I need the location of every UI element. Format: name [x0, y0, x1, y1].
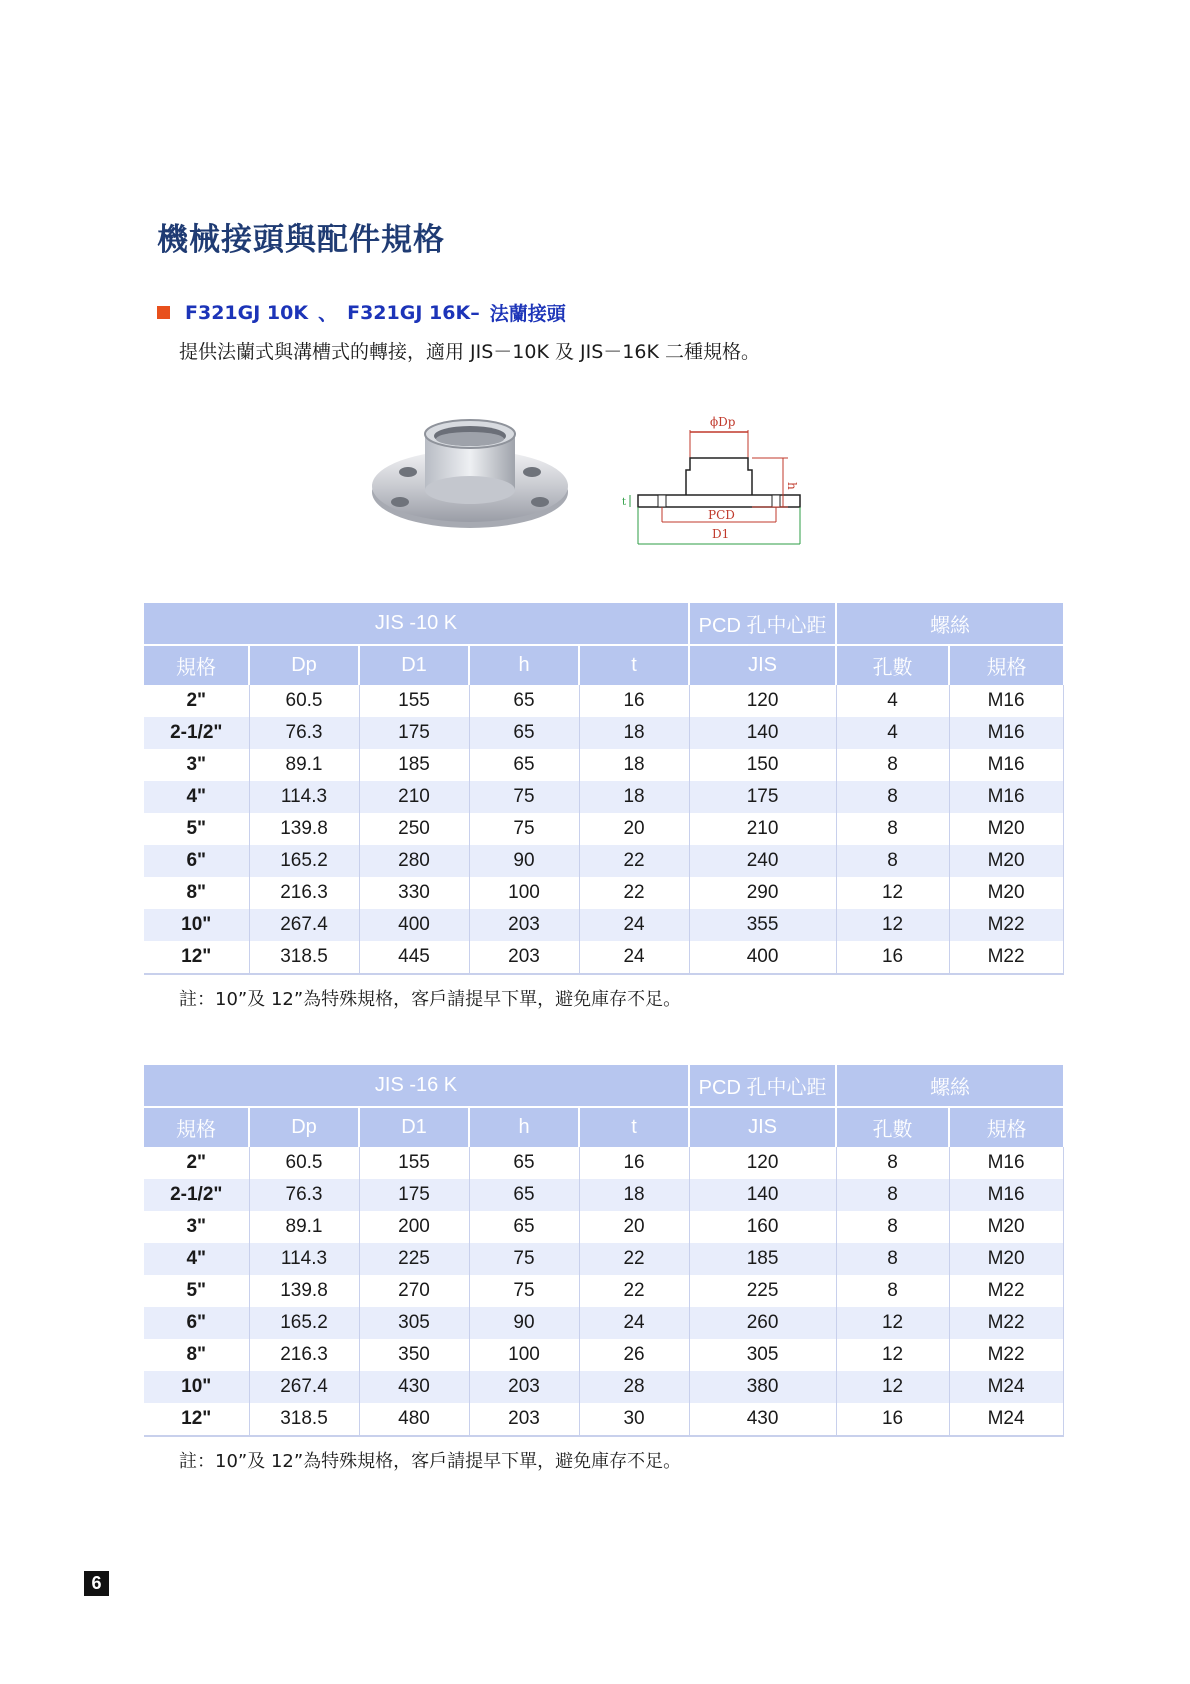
- col-h-header: h: [469, 1107, 579, 1147]
- product-description: 提供法蘭式與溝槽式的轉接，適用 JIS－10K 及 JIS－16K 二種規格。: [179, 341, 760, 363]
- table-cell: 100: [469, 877, 579, 909]
- table-cell: 26: [579, 1339, 689, 1371]
- table-cell: 18: [579, 717, 689, 749]
- table-row: [144, 685, 1063, 717]
- table-cell: 8: [836, 845, 949, 877]
- col-dp-header: Dp: [249, 645, 359, 685]
- table-cell: 20: [579, 813, 689, 845]
- jis-10k-spec-table: [144, 603, 1064, 975]
- section-heading: [157, 299, 566, 326]
- table-cell: 18: [579, 1179, 689, 1211]
- table-cell: M16: [949, 1179, 1063, 1211]
- table-cell: 89.1: [249, 1211, 359, 1243]
- table-row: [144, 877, 1063, 909]
- table-cell: 225: [689, 1275, 836, 1307]
- col-size-header: 規格: [144, 1107, 249, 1147]
- table-cell: 60.5: [249, 685, 359, 717]
- table-cell: 175: [359, 717, 469, 749]
- table-cell: 150: [689, 749, 836, 781]
- table-cell: 445: [359, 941, 469, 974]
- bolt-group-header: 螺絲: [836, 1065, 1063, 1107]
- table-cell: 5": [144, 813, 249, 845]
- table-cell: 240: [689, 845, 836, 877]
- col-size-header: 規格: [144, 645, 249, 685]
- diagram-dp-label: ϕDp: [710, 415, 736, 429]
- table-cell: 290: [689, 877, 836, 909]
- table-row: [144, 813, 1063, 845]
- diagram-pcd-label: PCD: [708, 508, 735, 522]
- table-cell: 400: [359, 909, 469, 941]
- table-cell: 430: [689, 1403, 836, 1436]
- table-cell: 4": [144, 1243, 249, 1275]
- table-cell: 480: [359, 1403, 469, 1436]
- table-cell: 355: [689, 909, 836, 941]
- col-h-header: h: [469, 645, 579, 685]
- table-cell: 100: [469, 1339, 579, 1371]
- col-t-header: t: [579, 1107, 689, 1147]
- table-cell: 318.5: [249, 941, 359, 974]
- table-cell: 4: [836, 685, 949, 717]
- table-cell: 155: [359, 685, 469, 717]
- col-t-header: t: [579, 645, 689, 685]
- table-row: [144, 1179, 1063, 1211]
- col-bolt-size-header: 規格: [949, 645, 1063, 685]
- table-cell: 2-1/2": [144, 1179, 249, 1211]
- table-cell: 75: [469, 781, 579, 813]
- table-cell: 30: [579, 1403, 689, 1436]
- table-row: [144, 909, 1063, 941]
- flange-product-photo: [370, 420, 580, 530]
- table-cell: 16: [836, 1403, 949, 1436]
- table-cell: 120: [689, 1147, 836, 1179]
- col-d1-header: D1: [359, 645, 469, 685]
- table-cell: 305: [359, 1307, 469, 1339]
- table-cell: 65: [469, 1147, 579, 1179]
- table-cell: 18: [579, 749, 689, 781]
- table-cell: 3": [144, 1211, 249, 1243]
- table-row: [144, 1339, 1063, 1371]
- table-cell: 12: [836, 1307, 949, 1339]
- table-cell: 12": [144, 1403, 249, 1436]
- table-cell: 65: [469, 717, 579, 749]
- table-cell: 90: [469, 845, 579, 877]
- table-cell: 12: [836, 1339, 949, 1371]
- table-cell: 10": [144, 1371, 249, 1403]
- model-separator: 、: [318, 303, 338, 325]
- table-cell: M22: [949, 1275, 1063, 1307]
- page-number: 6: [84, 1571, 109, 1596]
- col-bolt-size-header: 規格: [949, 1107, 1063, 1147]
- table-row: [144, 1211, 1063, 1243]
- model-a-label: F321GJ 10K: [185, 301, 309, 324]
- table-cell: 267.4: [249, 1371, 359, 1403]
- table-cell: 216.3: [249, 1339, 359, 1371]
- table-cell: 8: [836, 813, 949, 845]
- table-cell: M16: [949, 685, 1063, 717]
- bolt-group-header: 螺絲: [836, 603, 1063, 645]
- table-cell: 89.1: [249, 749, 359, 781]
- table-cell: 250: [359, 813, 469, 845]
- table-cell: 155: [359, 1147, 469, 1179]
- table-cell: 75: [469, 1243, 579, 1275]
- table-cell: M20: [949, 877, 1063, 909]
- product-name-label: 法蘭接頭: [489, 303, 566, 325]
- table-row: [144, 781, 1063, 813]
- table-cell: 8: [836, 1147, 949, 1179]
- table-cell: 2": [144, 1147, 249, 1179]
- table-cell: 10": [144, 909, 249, 941]
- table-cell: 22: [579, 877, 689, 909]
- col-dp-header: Dp: [249, 1107, 359, 1147]
- table-cell: 76.3: [249, 1179, 359, 1211]
- table-cell: M20: [949, 845, 1063, 877]
- table-cell: 140: [689, 717, 836, 749]
- table-cell: 200: [359, 1211, 469, 1243]
- jis-16k-title: JIS -16 K: [144, 1065, 689, 1107]
- table-cell: 12: [836, 1371, 949, 1403]
- table-cell: 185: [689, 1243, 836, 1275]
- model-b-label: F321GJ 16K–: [347, 301, 480, 324]
- table-cell: 350: [359, 1339, 469, 1371]
- table-cell: 380: [689, 1371, 836, 1403]
- table-cell: 8": [144, 877, 249, 909]
- table-cell: 165.2: [249, 845, 359, 877]
- table-cell: M16: [949, 781, 1063, 813]
- table-cell: 22: [579, 1243, 689, 1275]
- diagram-t-label: t: [622, 497, 627, 508]
- table-cell: 24: [579, 909, 689, 941]
- table-cell: 8: [836, 781, 949, 813]
- table-cell: 114.3: [249, 781, 359, 813]
- table-cell: 400: [689, 941, 836, 974]
- table-cell: 75: [469, 813, 579, 845]
- table-cell: 430: [359, 1371, 469, 1403]
- table-cell: M24: [949, 1371, 1063, 1403]
- table-cell: M22: [949, 909, 1063, 941]
- table-cell: 24: [579, 941, 689, 974]
- table-cell: 22: [579, 1275, 689, 1307]
- table-cell: 203: [469, 1403, 579, 1436]
- table-cell: 225: [359, 1243, 469, 1275]
- table-cell: 267.4: [249, 909, 359, 941]
- table-cell: 175: [689, 781, 836, 813]
- table-row: [144, 845, 1063, 877]
- table-cell: 65: [469, 749, 579, 781]
- table-cell: 175: [359, 1179, 469, 1211]
- jis-10k-note: 註：10”及 12”為特殊規格，客戶請提早下單，避免庫存不足。: [179, 989, 682, 1010]
- table-cell: 8: [836, 1243, 949, 1275]
- table-cell: 203: [469, 909, 579, 941]
- table-row: [144, 1371, 1063, 1403]
- table-cell: 160: [689, 1211, 836, 1243]
- table-row: [144, 717, 1063, 749]
- pcd-group-header: PCD 孔中心距: [689, 1065, 836, 1107]
- page-title: 機械接頭與配件規格: [157, 222, 445, 258]
- table-cell: 330: [359, 877, 469, 909]
- jis-16k-spec-table: [144, 1065, 1064, 1437]
- table-cell: 12: [836, 877, 949, 909]
- table-cell: 203: [469, 1371, 579, 1403]
- table-cell: 280: [359, 845, 469, 877]
- table-cell: M16: [949, 1147, 1063, 1179]
- table-cell: 165.2: [249, 1307, 359, 1339]
- table-cell: 8: [836, 1211, 949, 1243]
- table-cell: 16: [836, 941, 949, 974]
- table-cell: 20: [579, 1211, 689, 1243]
- table-cell: 8: [836, 749, 949, 781]
- table-cell: 28: [579, 1371, 689, 1403]
- table-cell: 114.3: [249, 1243, 359, 1275]
- table-cell: 210: [689, 813, 836, 845]
- table-cell: 8: [836, 1179, 949, 1211]
- col-jis-header: JIS: [689, 1107, 836, 1147]
- table-cell: 318.5: [249, 1403, 359, 1436]
- table-cell: 203: [469, 941, 579, 974]
- table-cell: 139.8: [249, 813, 359, 845]
- table-cell: 24: [579, 1307, 689, 1339]
- table-cell: 140: [689, 1179, 836, 1211]
- table-cell: 18: [579, 781, 689, 813]
- table-cell: 260: [689, 1307, 836, 1339]
- diagram-h-label: h: [785, 482, 799, 490]
- table-cell: 2-1/2": [144, 717, 249, 749]
- col-d1-header: D1: [359, 1107, 469, 1147]
- table-cell: 185: [359, 749, 469, 781]
- table-cell: M22: [949, 1307, 1063, 1339]
- table-cell: M22: [949, 1339, 1063, 1371]
- table-cell: 216.3: [249, 877, 359, 909]
- table-cell: 12: [836, 909, 949, 941]
- table-cell: 16: [579, 1147, 689, 1179]
- col-jis-header: JIS: [689, 645, 836, 685]
- jis-10k-title: JIS -10 K: [144, 603, 689, 645]
- table-cell: 65: [469, 1211, 579, 1243]
- table-cell: 65: [469, 1179, 579, 1211]
- table-cell: 2": [144, 685, 249, 717]
- table-cell: 3": [144, 749, 249, 781]
- table-cell: 6": [144, 1307, 249, 1339]
- table-cell: 75: [469, 1275, 579, 1307]
- table-cell: M24: [949, 1403, 1063, 1436]
- table-cell: 8": [144, 1339, 249, 1371]
- table-cell: 60.5: [249, 1147, 359, 1179]
- table-cell: 8: [836, 1275, 949, 1307]
- table-cell: 4": [144, 781, 249, 813]
- pcd-group-header: PCD 孔中心距: [689, 603, 836, 645]
- diagram-d1-label: D1: [712, 527, 730, 541]
- col-holes-header: 孔數: [836, 1107, 949, 1147]
- table-row: [144, 1403, 1063, 1436]
- table-cell: 22: [579, 845, 689, 877]
- flange-dimension-diagram: [622, 410, 818, 550]
- table-row: [144, 1243, 1063, 1275]
- table-cell: M22: [949, 941, 1063, 974]
- table-cell: M20: [949, 813, 1063, 845]
- table-row: [144, 749, 1063, 781]
- bullet-square-icon: [157, 306, 170, 319]
- col-holes-header: 孔數: [836, 645, 949, 685]
- table-row: [144, 1275, 1063, 1307]
- table-cell: 90: [469, 1307, 579, 1339]
- table-cell: 16: [579, 685, 689, 717]
- table-row: [144, 1147, 1063, 1179]
- table-cell: 12": [144, 941, 249, 974]
- table-cell: M16: [949, 749, 1063, 781]
- table-cell: M20: [949, 1243, 1063, 1275]
- table-cell: 5": [144, 1275, 249, 1307]
- table-cell: M16: [949, 717, 1063, 749]
- table-cell: 270: [359, 1275, 469, 1307]
- table-cell: 65: [469, 685, 579, 717]
- table-cell: 4: [836, 717, 949, 749]
- jis-16k-note: 註：10”及 12”為特殊規格，客戶請提早下單，避免庫存不足。: [179, 1451, 682, 1472]
- table-cell: 210: [359, 781, 469, 813]
- table-cell: 6": [144, 845, 249, 877]
- table-cell: 139.8: [249, 1275, 359, 1307]
- table-cell: M20: [949, 1211, 1063, 1243]
- table-row: [144, 1307, 1063, 1339]
- table-cell: 305: [689, 1339, 836, 1371]
- table-cell: 120: [689, 685, 836, 717]
- table-cell: 76.3: [249, 717, 359, 749]
- table-row: [144, 941, 1063, 974]
